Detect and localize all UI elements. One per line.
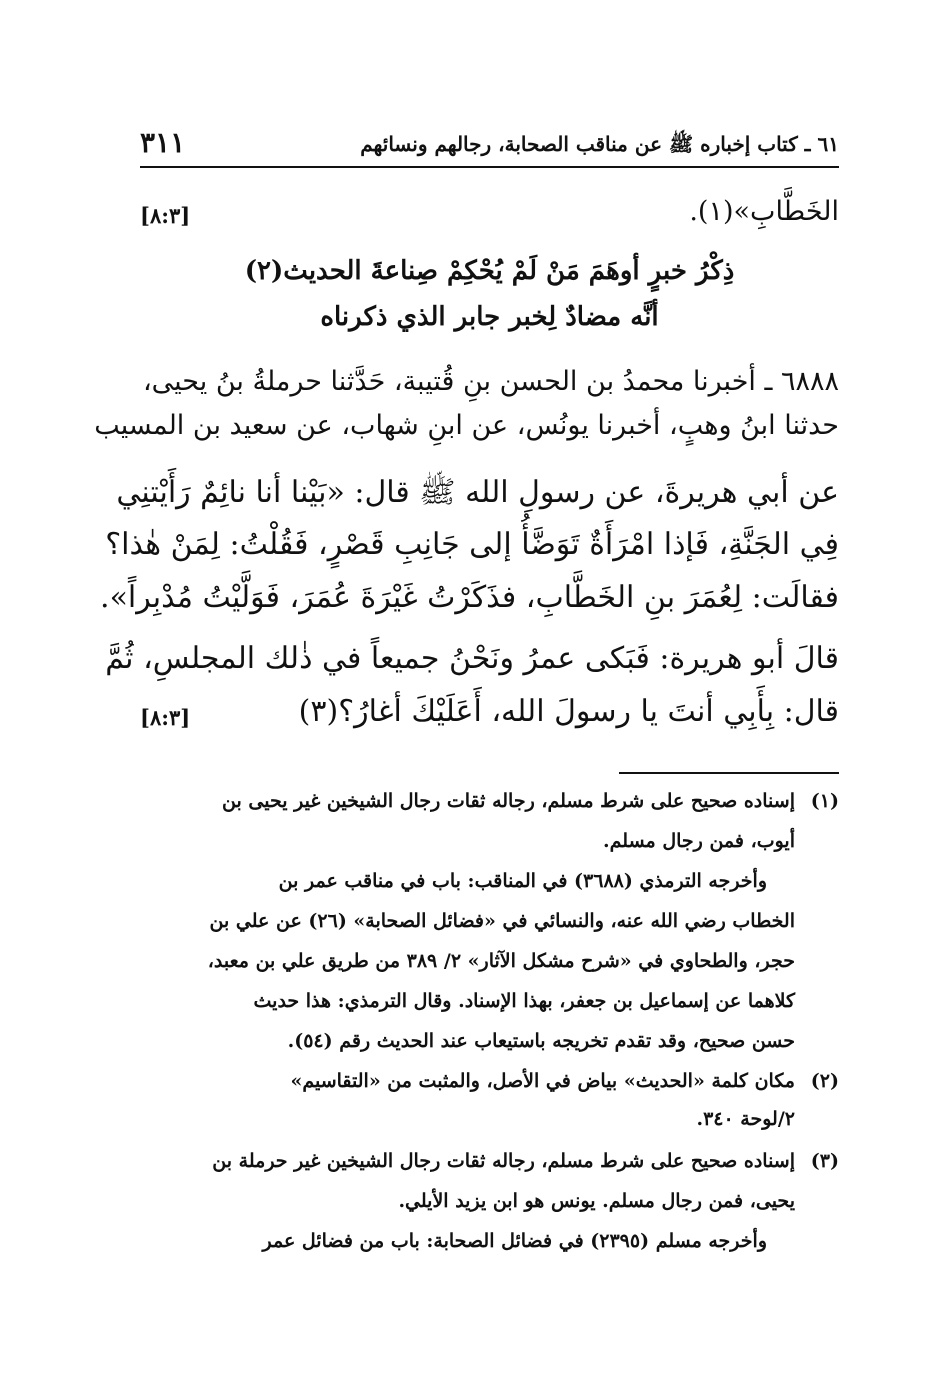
footnote-2-line-2: ٢/لوحة ٣٤٠. — [696, 1108, 795, 1130]
matn-reference-tag: [٨:٣] — [140, 705, 191, 730]
footnote-1-line-2: أيوب، فمن رجال مسلم. — [603, 830, 795, 852]
footnote-1-text: إسناده صحيح على شرط مسلم، رجاله ثقات رجال الشيخين غير يحيى بن — [222, 790, 795, 812]
section-heading-line-1: ذِكْرُ خبرٍ أوهَمَ مَنْ لَمْ يُحْكِمْ صِناعةَ الحديث(٢) — [244, 256, 735, 286]
footnote-1-line-5: حجر، والطحاوي في «شرح مشكل الآثار» ٢/ ٣٨٩ من طريق علي بن معبد، — [207, 950, 795, 972]
footnote-3-line-3: وأخرجه مسلم (٢٣٩٥) في فضائل الصحابة: باب من فضائل عمر — [262, 1230, 767, 1252]
matn-line-5: قال: بِأَبِي أنتَ يا رسولَ الله، أَعَلَيْكَ أغارُ؟(٣) — [298, 694, 839, 729]
section-heading-line-2: أنَّه مضادٌ لِخبر جابر الذي ذكرناه — [320, 302, 659, 332]
footnote-separator — [619, 772, 839, 774]
isnad-line-1: ٦٨٨٨ ـ أخبرنا محمدُ بن الحسن بنِ قُتيبة، حَدَّثنا حرملةُ بنُ يحيى، — [142, 366, 839, 397]
reference-tag: [٨:٣] — [140, 203, 191, 228]
previous-text-line: الخَطَّابِ»(١). — [689, 196, 839, 227]
footnote-2-line-1 — [140, 1070, 839, 1092]
running-title: ٦١ ـ كتاب إخباره ﷺ عن مناقب الصحابة، رجالهم ونسائهم — [360, 132, 839, 156]
footnote-1-line-7: حسن صحيح، وقد تقدم تخريجه باستيعاب عند الحديث رقم (٥٤). — [287, 1030, 795, 1052]
footnote-2-text: مكان كلمة «الحديث» بياض في الأصل، والمثبت من «التقاسيم» — [290, 1070, 795, 1092]
isnad-line-2: حدثنا ابنُ وهبٍ، أخبرنا يونُس، عن ابنِ شهاب، عن سعيد بن المسيب — [94, 410, 839, 441]
footnote-3-line-1 — [140, 1150, 839, 1172]
page-number: ٣١١ — [140, 126, 186, 159]
footnote-1-line-1 — [140, 790, 839, 812]
footnote-1-line-3: وأخرجه الترمذي (٣٦٨٨) في المناقب: باب في مناقب عمر بن — [278, 870, 767, 892]
footnote-3-line-2: يحيى، فمن رجال مسلم. يونس هو ابن يزيد الأيلي. — [398, 1190, 795, 1212]
matn-line-4: قالَ أبو هريرة: فَبَكى عمرُ ونَحْنُ جميعاً في ذٰلك المجلسِ، ثُمَّ — [105, 641, 839, 676]
page-header — [140, 126, 839, 168]
footnote-3-text: إسناده صحيح على شرط مسلم، رجاله ثقات رجال الشيخين غير حرملة بن — [212, 1150, 795, 1172]
footnote-3-number: (٣) — [810, 1150, 839, 1172]
matn-line-1: عن أبي هريرةَ، عن رسولِ الله ﷺ قال: «بَيْنا أنا نائِمٌ رَأَيْتنِي — [116, 475, 839, 510]
footnote-1-line-4: الخطاب رضي الله عنه، والنسائي في «فضائل الصحابة» (٢٦) عن علي بن — [209, 910, 795, 932]
footnote-2-number: (٢) — [810, 1070, 839, 1092]
footnote-1-line-6: كلاهما عن إسماعيل بن جعفر، بهذا الإسناد. وقال الترمذي: هذا حديث — [253, 990, 795, 1012]
matn-line-2: فِي الجَنَّةِ، فَإذا امْرَأَةٌ تَوَضَّأُ إلى جَانِبِ قَصْرٍ، فَقُلْتُ: لِمَنْ هٰذا؟ — [105, 527, 839, 562]
matn-line-3: فقالَت: لِعُمَرَ بنِ الخَطَّابِ، فذَكَرْتُ غَيْرَةَ عُمَرَ، فَوَلَّيْتُ مُدْبِراً». — [100, 580, 839, 615]
footnote-1-number: (١) — [810, 790, 839, 812]
